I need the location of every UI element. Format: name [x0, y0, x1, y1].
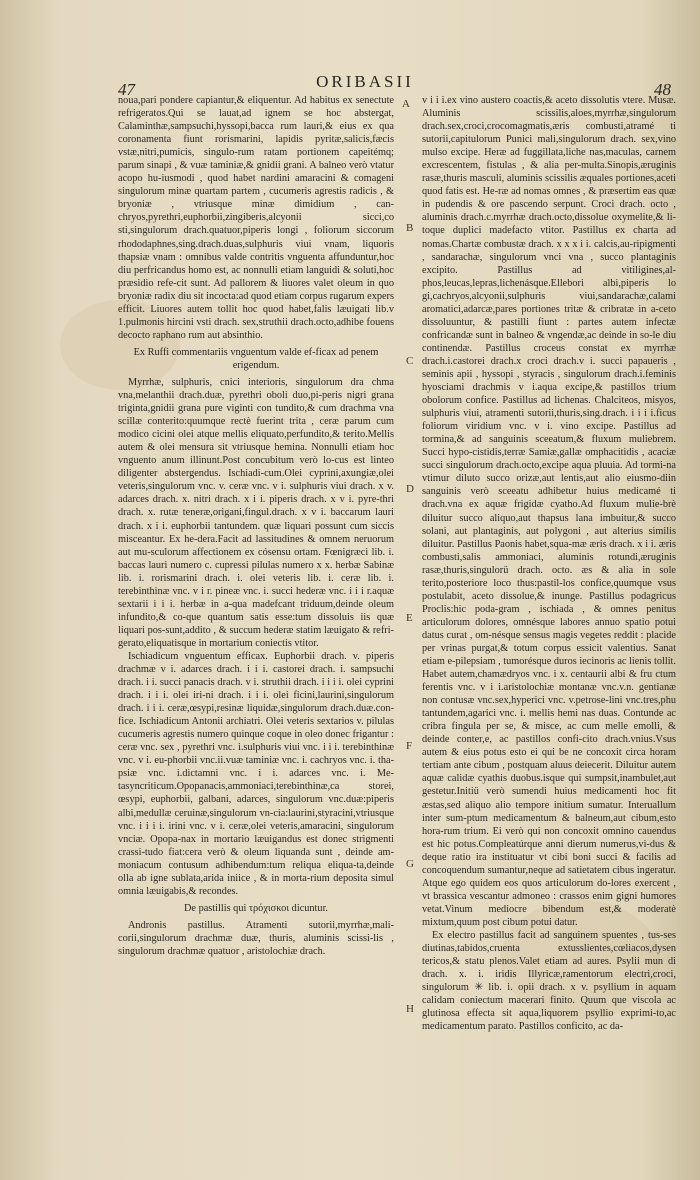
margin-letter: A [402, 98, 410, 110]
paragraph: v i i i.ex vino austero coactis,& aceto dissolutis vtere. Musæ. Aluminis scissilis,aloes,myrrhæ,singulorum drach.sex,croci,crocomagmatis,æris combusti,atramé ti sutorii,capitulorum Punici mali,singulorum drach. sex,vino mulso excipe. Heræ ad fuggillata,liche nas,maculas, carnem excrescentem, fistulas , & alia per-multa.Sinopis,æruginis rasæ,thuris masculi, aluminis scissilis æquales portiones,aceti quod fatis est. He-ræ ad nomas omnes , & præsertim eas quæ in pudendis & ore pascendo serpunt. Croci drach. octo , aluminis drach.c.myrrhæ drach.octo,dissolue oxymelite,& li-toque duplici madefacto vtitor. Pastillus ex charta ad nomas.Chartæ combustæ drach. x x x i i. calcis,au-ripigmenti , sandarachæ, singulorum vnci vna , succo plantaginis excipito. Pastillus ad vitiligines,al-phos,leucas,lepras,lichenásque.Ellebori albi,piperis lo gi,cachryos,alcyonii,sulphuris viui,sandarachæ,calami aromatici,adarcæ,pares portiones tritæ & cribratæ in a-ceto dissoluuntur, & pastilli fiunt : partes autem infectæ confricandæ sunt in balneo & vngendæ,ac deinde in so-le diu continendæ. Pastillus croceus constat ex myrrhæ drach.i.castorei drach.x croci drach.v i. succi papaueris , seminis apii , hyssopi , styracis , singulorum drach.i.feminis hyosciami drachmis v i.aqua excipe,& pastillos trium obolorum confice. Pastillus ad lichenas. Chalciteos, misyos, sulphuris viui, atramenti sutorii,thuris,sing.drach. i i i i.ficus foliorum viridium vnc. v i. vino excipe. Pastillus ad tormina,& ad sanguinis sceeatum,& fluxum muliebrem. Succi hypo-cistidis,terræ Samiæ,gallæ omphacitidis , acaciæ succi singulorum drach.octo,excipe aqua pluuia. Ad tormi-na vtimur diluto succo orizæ,aut lentis,aut alio eiusmo-diin sanguinis verò sceeatu adhibetur huius medicamé ti drach.vna ex aquæ frigidæ cyatho.Ad fluxum mulie-brè diluitur succo aliquo,aut thapsus lana imbuitur,& succo solani, aut plantaginis, aut polygoni , aut alterius similis diluitur. Pastillus Paonis habet,squa-mæ æris drach. x i i. æris combusti,salis ammoniaci, aluminis rotundi,æruginis rasæ,thuris,singulorü drach. octo. æs & alia in sole terito,posteriore loco thus:pastil-los confice,quumque vsus postulabit, aceto dissolue,& inunge. Pastillus podagricus Proclis:hic poda-gram , ischiada , & omnes penitus articulorum dolores, omnésque labores annuo spatio potui datus curat , om-nésque sensus magis vegetes reddit : placide per vrinas purgat,& totum corpus essicit valentius. Sanat etiam e-pilepsiam , tumorésque duros iecinoris ac lienis tollit. Habet autem,chamædryos vnc. i x. centaurii albi & fru ctum ferentis vnc. v i i.aristolochiæ montanæ vnc.v.n. gentianæ non contusæ vnc.sex,hyperici vnc. v.petrose-lini vnc.tres,phu tantundem,agarici vnc. i. mellis hemi nas duas. Contunde ac cribra fingula per se, & misce, ac cum melle emolli, & deinde conter,e, ac pastillos confi-cito drach.vnius.Vsus autem & eius potus esto ei qui be ne concoxit circa horam tertiam ante cibum , postquam aluus deiecerit. Diluitur autem aquæ calidæ cyathis duobus.isque qui sumpsit,inambulet,aut gestetur.Initiü verò sumendi huius medicamenti hoc fit æstas,sed aliquo alio tempore initium sumatur. Interuallum inter sum-ptum medicamentum & balneum,aut cibum,esto hora-rum trium. Ei verò qui non concoxit omnino cauendus est hic potus.Compleatúrque anni dierum numerus,vi-dus & deque ratio ira instituatur vt cibi boni succi & facilis ad concoquendum sumantur,neque ad satietatem cibus ingeratur. Atque ego quidem eos quos articulorum do-lores exercent , vt brassica vescantur admoneo : crassos enim gigni humores vetat.Vinum mediocre bibendum est,& moderatè mixtum,quum post cibum potui datur. [422, 95, 676, 928]
right-text-column [422, 94, 676, 1134]
page-number-right: 48 [654, 80, 671, 99]
margin-letter: H [406, 1003, 414, 1015]
running-title: ORIBASII [316, 72, 414, 91]
page-number-left: 47 [118, 80, 135, 99]
margin-letter: E [406, 612, 413, 624]
paragraph: noua,pari pondere capiantur,& eliquentur. Ad habitus ex senectute refrigeratos.Qui se lauat,ad ignem se hoc abstergat, Calaminthæ,sampsuchi,hyssopi,bacca rum lauri,& eius ex qua coronamenta fiunt rorismarini, lapidis pyritæ,salicis,fæcis vstæ,nitri,pumicis, singulo-rum ratam portionem capeitémq; parum sinapi , & vuæ taminiæ,& gnidii grani. A balneo verò vtatur acopo hu-iusmodi , quod habet nardini amaracini & comageni singulorum minæ quartam partem , cucumeris agrestis radicis , & bryoniæ , vtriusque minæ dimidium , can-chryos,pyrethri,euphorbii,zingiberis,alcyonii sicci,co sti,singulorum drach.quatuor,piperis longi , foliorum siccorum rhododaphnes,sing.drach.duas,sulphuris viui vnam, liquoris thapsiæ vnam : omnibus valde contritis vnguenta affunduntur,hoc diu perfricandus homo est, ac nonnulli etiam languidi & soluti,hoc præsidio refe-cit sunt. Ad pallorem & liuores valet oleum in quo bryoniæ radix diu sit incocta:ad quod etiam corpus rugarum expers efficit. Liuores autem tollit hoc quod habet,falis læuigati lib.v 1.pulmonis hircini vsti drach. sex,struthii drach.octo,adhibe fouens decocto raphano rum aut absinthio. [118, 95, 394, 341]
paragraph: Andronis pastillus. Atramenti sutorii,myrrhæ,mali-corii,singulorum drachmæ duæ, thuris, aluminis scissi-lis , singulorum drachmæ quatuor , aristolochiæ drach. [118, 919, 394, 957]
margin-letter: C [406, 355, 414, 367]
paragraph: Ischiadicum vnguentum efficax. Euphorbii drach. v. piperis drachmæ v i. adarces drach. i i i. castorei drach. i. sampsuchi drach. i i. succi panacis drach. v i. struthii drach. i i i i. olei cyprini drach. i i i. olei iri-ni drach. i i i. olei ficini,laurini,singulorum drach. i i i. ceræ,œsypi,resinæ liquidæ,singulorum drach.duæ.con-fice. Ischiadicum Antonii archiatri. Olei veteris sextarios v. pilulas cucumeris agrestis numero quinque coque in oleo donec frigantur : ceræ vnc. sex , pyrethri vnc. i.sulphuris viui vnc. i i i. terebinthinæ vnc. v i. eu-phorbii vnc.ii.vuæ taminiæ vnc. i. cachryos vnc. i. tha-psiæ vnc. i.dictamni vnc. i i. adarces vnc. i. Me-tasyncriticum.Opopanacis,ammoniaci,terebinthinæ,ca storei, œsypi, euphorbii, galbani, adarces, singulorum vnc.duæ:piperis albi,medullæ ceruinæ,singulorum vn-cia:laurini,styracini,vtriusque vnc. i i i i. irini vnc. v i. ceræ,olei veteris,amaracini, singulorum vnciæ. Opopa-nax in mortario læuigandus est donec strigmenti crassi-tudo fiat:cera verò & oleum liquanda sunt , deinde am-moniacum contusum adhibendum:tum reliqua eliqua-ta,deinde olla ab igne sublata,arida iniice , & in morta-rium deposita simul omnia læuigabis,& recondes. [118, 650, 394, 897]
section-heading: Ex Ruffi commentariis vnguentum valde ef-ficax ad penem erigendum. [133, 346, 379, 371]
section-heading: De pastillis qui τρόχισκοι dicuntur. [183, 902, 328, 914]
paragraph: Myrrhæ, sulphuris, cnici interioris, singulorum dra chma vna,melanthii drach.duæ, pyrethri oboli duo,pi-peris nigri grana triginta,gnidii grana pure viginti con tundito,& cum drachma vna scillæ conterito:quumque rectè fuerint trita , ceræ parum cum modico cicini olei atque mellis eliquato,perfundito,& terito.Mellis autem & olei mensura sit vtriusque hemina. Nonnulli etiam hoc vnguento anum illinunt.Post concubitum verò lo-cus est linteo diligenter abstergendus. Ischiadi-cum.Olei cyprini,axungiæ,olei veteris,singulorum vnc. v. ceræ vnc. v i. sulphuris viui drach. x v. adarces drach. x. nitri drach. x i i. piperis drach. x v i. pyre-thri drach. x. rutæ teneræ,origani,fingul.drach. x v i. baccarum lauri drach. x i i. euphorbii tantundem. quæ liquari possunt cum siccis misceantur. Ex he-dera.Facit ad lassitudines & omnem neruorum aut mu-sculorum affectionem ex cósensu ortam. Fœnigræci lib. i. baccas lauri numero c. cupressi pilulas numero x x. herbæ Sabinæ lib. i. rorismarini drach. i. olei veteris lib. i. ceræ lib. i. terebinthinæ vnc. v i r. pineæ vnc. i. succi hederæ vnc. i i i r.aquæ sextarii i i i. herbæ in a-qua madefcant triduum,deinde oleum infundito,& co-que quantum satis esse:tum dissoluis iis quæ liquari pos-sunt,addito , & succum hederæ statim læuigato & refri-gerato,eliquatisque in mortarium coniectis vtitor. [118, 376, 394, 649]
margin-letter: F [406, 740, 413, 752]
margin-letter: D [406, 483, 414, 495]
margin-letter: G [406, 858, 414, 870]
left-text-column [118, 94, 394, 1134]
paragraph: Ex electro pastillus facit ad sanguinem spuentes , tus-ses diutinas,tabidos,cruenta extusslientes,cœliacos,dysen tericos,& statu plenos.Valet etiam ad aures. Psylii mun di drach. x. i. iridis Illyricæ,ramentorum electri,croci, singulorum ✳ lib. i. opii drach. x v. psyllium in aquam calidam coniectum macerari finito. Quum que viscola ac glutinosa effecta sit aqua,liquorem psyllio exprimi-to,ac medicamentum parato. Pastillos conficito, ac da- [422, 930, 676, 1033]
margin-letter: B [406, 222, 414, 234]
